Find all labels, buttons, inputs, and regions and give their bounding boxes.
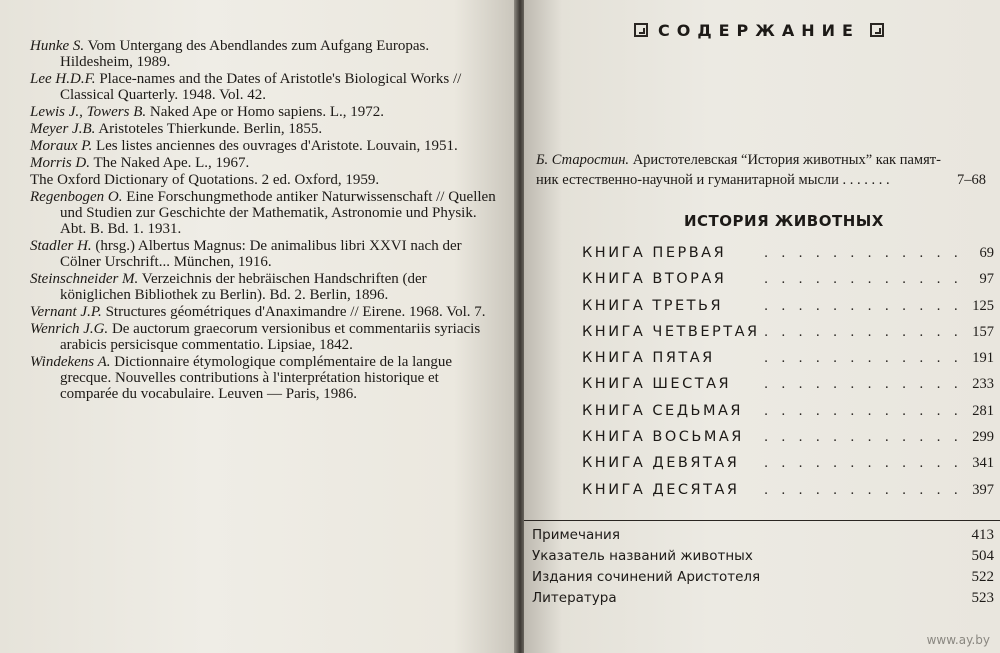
right-page	[524, 0, 1000, 653]
appendix-list	[532, 527, 994, 611]
entry-text: Verzeichnis der hebräischen Handschriften (der königlichen Bibliothek zu Berlin). Bd. 2. Berlin, 1896.	[60, 271, 427, 303]
entry-author: Wenrich J.G.	[30, 321, 109, 337]
page-number: 504	[971, 548, 994, 564]
intro-entry	[536, 150, 986, 190]
ornament-icon	[870, 23, 884, 37]
bibliography-entry	[30, 155, 500, 171]
entry-author: Lee H.D.F.	[30, 71, 96, 87]
contents-row	[582, 403, 994, 429]
entry-text: Structures géométriques d'Anaximandre // Eirene. 1968. Vol. 7.	[101, 304, 486, 320]
appendix-row	[532, 569, 994, 590]
page-number: 157	[972, 323, 994, 340]
entry-author: Hunke S.	[30, 38, 85, 54]
book-title: КНИГА ЧЕТВЕРТАЯ	[582, 323, 760, 340]
entry-text: The Naked Ape. L., 1967.	[90, 155, 250, 171]
contents-row	[582, 245, 994, 271]
entry-author: Regenbogen O.	[30, 189, 123, 205]
page-number: 69	[979, 245, 994, 261]
page-number: 397	[972, 481, 994, 498]
page-number: 341	[972, 455, 994, 472]
entry-text: The Oxford Dictionary of Quotations. 2 ed. Oxford, 1959.	[30, 172, 380, 188]
bibliography-entry	[30, 354, 500, 402]
bibliography-entry	[30, 238, 500, 270]
entry-author: Steinschneider M.	[30, 271, 139, 287]
entry-text: Aristoteles Thierkunde. Berlin, 1855.	[95, 121, 323, 137]
leader-dots: . . . . . . . . . . . .	[764, 323, 963, 340]
contents-header	[634, 18, 934, 42]
bibliography-list	[30, 38, 500, 403]
contents-row	[582, 324, 994, 350]
entry-author: Meyer J.B.	[30, 121, 96, 137]
page-number: 523	[971, 590, 994, 606]
page-number: 413	[971, 527, 994, 543]
book-title: КНИГА ТРЕТЬЯ	[582, 297, 724, 314]
intro-author: Б. Старостин.	[536, 152, 630, 168]
contents-row	[582, 429, 994, 455]
page-number: 125	[972, 297, 994, 314]
contents-title: СОДЕРЖАНИЕ	[658, 20, 860, 40]
appendix-title: Литература	[532, 590, 617, 606]
entry-text: Eine Forschungmethode antiker Naturwissenschaft // Quellen und Studien zur Geschichte der Mathematik, Astronomie und Physik. Abt. B. Bd. 1. 1931.	[60, 189, 496, 237]
bibliography-entry	[30, 321, 500, 353]
appendix-title: Примечания	[532, 527, 620, 543]
entry-author: Stadler H.	[30, 238, 92, 254]
bibliography-entry	[30, 189, 500, 237]
appendix-title: Указатель названий животных	[532, 548, 753, 564]
contents-row	[582, 350, 994, 376]
book-title: КНИГА ВТОРАЯ	[582, 271, 727, 288]
appendix-row	[532, 548, 994, 569]
entry-author: Morris D.	[30, 155, 91, 171]
book-title: КНИГА СЕДЬМАЯ	[582, 402, 743, 419]
contents-row	[582, 298, 994, 324]
bibliography-entry	[30, 271, 500, 303]
book-title: КНИГА ДЕСЯТАЯ	[582, 481, 740, 498]
book-title: КНИГА ПЕРВАЯ	[582, 245, 727, 261]
appendix-row	[532, 527, 994, 548]
contents-row	[582, 376, 994, 402]
intro-pages: 7–68	[957, 172, 986, 188]
page-number: 97	[979, 271, 994, 288]
leader-dots: . . . . . . . . . . . .	[764, 455, 963, 472]
contents-row	[582, 482, 994, 508]
book-title: КНИГА ПЯТАЯ	[582, 350, 715, 367]
page-number: 191	[972, 350, 994, 367]
books-list	[582, 245, 994, 508]
bibliography-entry	[30, 304, 500, 320]
leader-dots: . . . . . . . . . . . .	[764, 481, 963, 498]
leader-dots: . . . . . . . . . . . .	[764, 245, 963, 261]
intro-line1: Аристотелевская “История животных” как памят-	[629, 152, 941, 168]
entry-text: De auctorum graecorum versionibus et commentariis syriacis arabicis persicisque commentatio. Lipsiae, 1842.	[60, 321, 481, 353]
leader-dots: . . . . . . . . . . . .	[764, 376, 963, 393]
intro-line2: ник естественно-научной и гуманитарной мысли	[536, 172, 839, 188]
page-number: 233	[972, 376, 994, 393]
page-number: 299	[972, 429, 994, 446]
page-number: 522	[971, 569, 994, 585]
bibliography-entry	[30, 71, 500, 103]
leader-dots: . . . . . . . . . . . .	[764, 297, 963, 314]
book-title: КНИГА ДЕВЯТАЯ	[582, 455, 740, 472]
intro-dots: . . . . . . .	[842, 172, 890, 188]
bibliography-entry	[30, 121, 500, 137]
bibliography-entry	[30, 138, 500, 154]
appendix-row	[532, 590, 994, 611]
bibliography-entry	[30, 38, 500, 70]
entry-text: Dictionnaire étymologique complémentaire de la langue grecque. Nouvelles contributions à l'interprétation historique et comparée du vocabulaire. Leuven — Paris, 1986.	[60, 354, 453, 402]
leader-dots: . . . . . . . . . . . .	[764, 350, 963, 367]
divider	[524, 520, 1000, 521]
contents-row	[582, 271, 994, 297]
entry-author: Lewis J., Towers B.	[30, 104, 147, 120]
entry-text: Naked Ape or Homo sapiens. L., 1972.	[146, 104, 385, 120]
entry-author: Moraux P.	[30, 138, 93, 154]
bibliography-entry	[30, 172, 500, 188]
entry-text: Place-names and the Dates of Aristotle's Biological Works // Classical Quarterly. 1948. Vol. 42.	[60, 71, 462, 103]
entry-text: Les listes anciennes des ouvrages d'Aristote. Louvain, 1951.	[92, 138, 458, 154]
contents-row	[582, 455, 994, 481]
section-title: ИСТОРИЯ ЖИВОТНЫХ	[684, 212, 884, 230]
appendix-title: Издания сочинений Аристотеля	[532, 569, 761, 585]
entry-text: Vom Untergang des Abendlandes zum Aufgang Europas. Hildesheim, 1989.	[60, 38, 430, 70]
bibliography-entry	[30, 104, 500, 120]
book-title: КНИГА ВОСЬМАЯ	[582, 429, 744, 446]
leader-dots: . . . . . . . . . . . .	[764, 402, 963, 419]
page-number: 281	[972, 402, 994, 419]
entry-text: (hrsg.) Albertus Magnus: De animalibus libri XXVI nach der Cölner Urschrift... München, 1916.	[60, 238, 462, 270]
book-title: КНИГА ШЕСТАЯ	[582, 376, 732, 393]
ornament-icon	[634, 23, 648, 37]
watermark: www.ay.by	[926, 633, 990, 647]
leader-dots: . . . . . . . . . . . .	[764, 271, 963, 288]
leader-dots: . . . . . . . . . . . .	[764, 429, 963, 446]
entry-author: Vernant J.P.	[30, 304, 102, 320]
entry-author: Windekens A.	[30, 354, 111, 370]
